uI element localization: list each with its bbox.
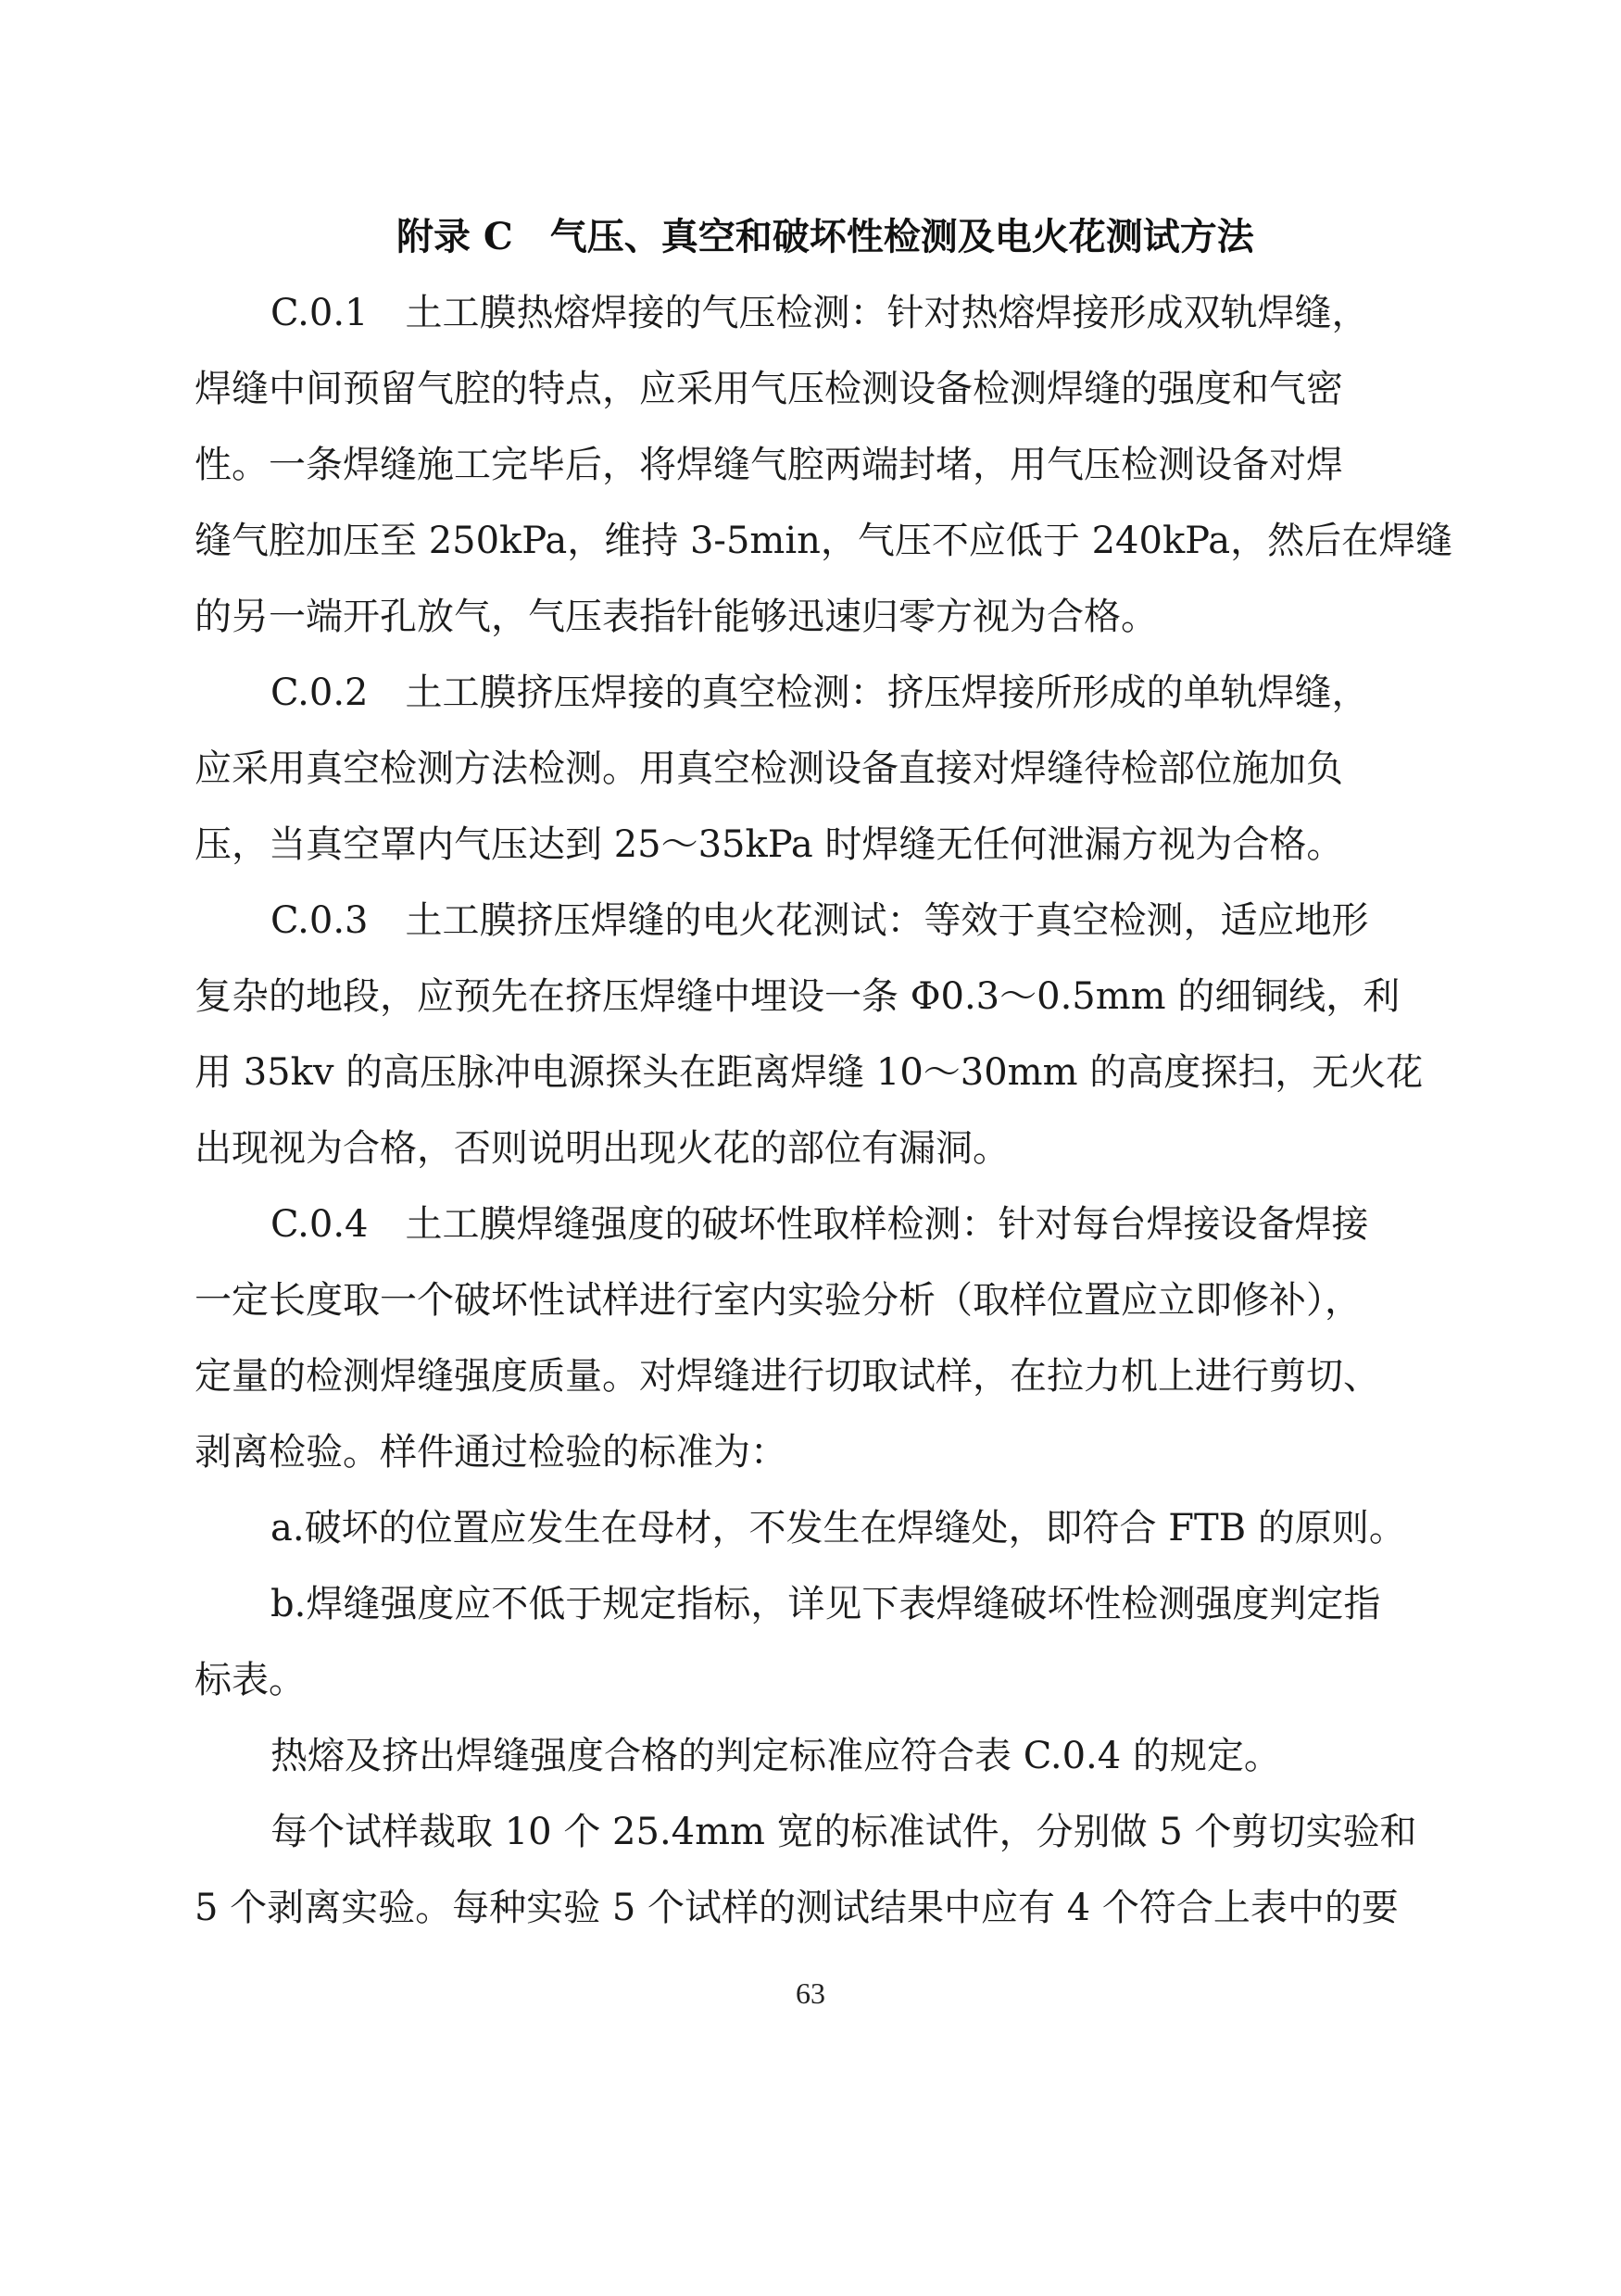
appendix-title: 附录 C 气压、真空和破坏性检测及电火花测试方法 bbox=[396, 215, 1254, 258]
text-line: 焊缝中间预留气腔的特点，应采用气压检测设备检测焊缝的强度和气密 bbox=[195, 368, 1343, 410]
text-line: C.0.4 土工膜焊缝强度的破坏性取样检测：针对每台焊接设备焊接 bbox=[270, 1203, 1369, 1246]
text-line: 压，当真空罩内气压达到 25～35kPa 时焊缝无任何泄漏方视为合格。 bbox=[195, 823, 1344, 866]
text-line: 复杂的地段，应预先在挤压焊缝中埋设一条 Φ0.3～0.5mm 的细铜线，利 bbox=[195, 975, 1401, 1018]
text-line: 的另一端开孔放气，气压表指针能够迅速归零方视为合格。 bbox=[195, 596, 1158, 638]
text-line: 用 35kv 的高压脉冲电源探头在距离焊缝 10～30mm 的高度探扫，无火花 bbox=[195, 1051, 1424, 1094]
text-line: C.0.2 土工膜挤压焊接的真空检测：挤压焊接所形成的单轨焊缝， bbox=[270, 671, 1369, 714]
text-line: 一定长度取一个破坏性试样进行室内实验分析（取样位置应立即修补）， bbox=[195, 1279, 1362, 1322]
text-line: 缝气腔加压至 250kPa，维持 3-5min，气压不应低于 240kPa，然后在焊缝 bbox=[195, 520, 1453, 562]
text-line: a.破坏的位置应发生在母材，不发生在焊缝处，即符合 FTB 的原则。 bbox=[270, 1507, 1406, 1549]
text-line: 每个试样裁取 10 个 25.4mm 宽的标准试件，分别做 5 个剪切实验和 bbox=[270, 1811, 1417, 1853]
text-line: 热熔及挤出焊缝强度合格的判定标准应符合表 C.0.4 的规定。 bbox=[270, 1735, 1281, 1777]
text-line: 出现视为合格，否则说明出现火花的部位有漏洞。 bbox=[195, 1127, 1010, 1170]
page-number: 63 bbox=[796, 1976, 825, 2010]
text-line: b.焊缝强度应不低于规定指标，详见下表焊缝破坏性检测强度判定指 bbox=[270, 1583, 1381, 1625]
text-line: 标表。 bbox=[195, 1659, 306, 1701]
text-line: 性。一条焊缝施工完毕后，将焊缝气腔两端封堵，用气压检测设备对焊 bbox=[195, 444, 1343, 486]
text-line: 剥离检验。样件通过检验的标准为： bbox=[195, 1431, 787, 1474]
text-line: 定量的检测焊缝强度质量。对焊缝进行切取试样，在拉力机上进行剪切、 bbox=[195, 1355, 1380, 1398]
text-line: 应采用真空检测方法检测。用真空检测设备直接对焊缝待检部位施加负 bbox=[195, 747, 1343, 790]
text-line: C.0.1 土工膜热熔焊接的气压检测：针对热熔焊接形成双轨焊缝， bbox=[270, 292, 1369, 334]
text-line: C.0.3 土工膜挤压焊缝的电火花测试：等效于真空检测，适应地形 bbox=[270, 899, 1369, 942]
text-line: 5 个剥离实验。每种实验 5 个试样的测试结果中应有 4 个符合上表中的要 bbox=[195, 1887, 1399, 1929]
